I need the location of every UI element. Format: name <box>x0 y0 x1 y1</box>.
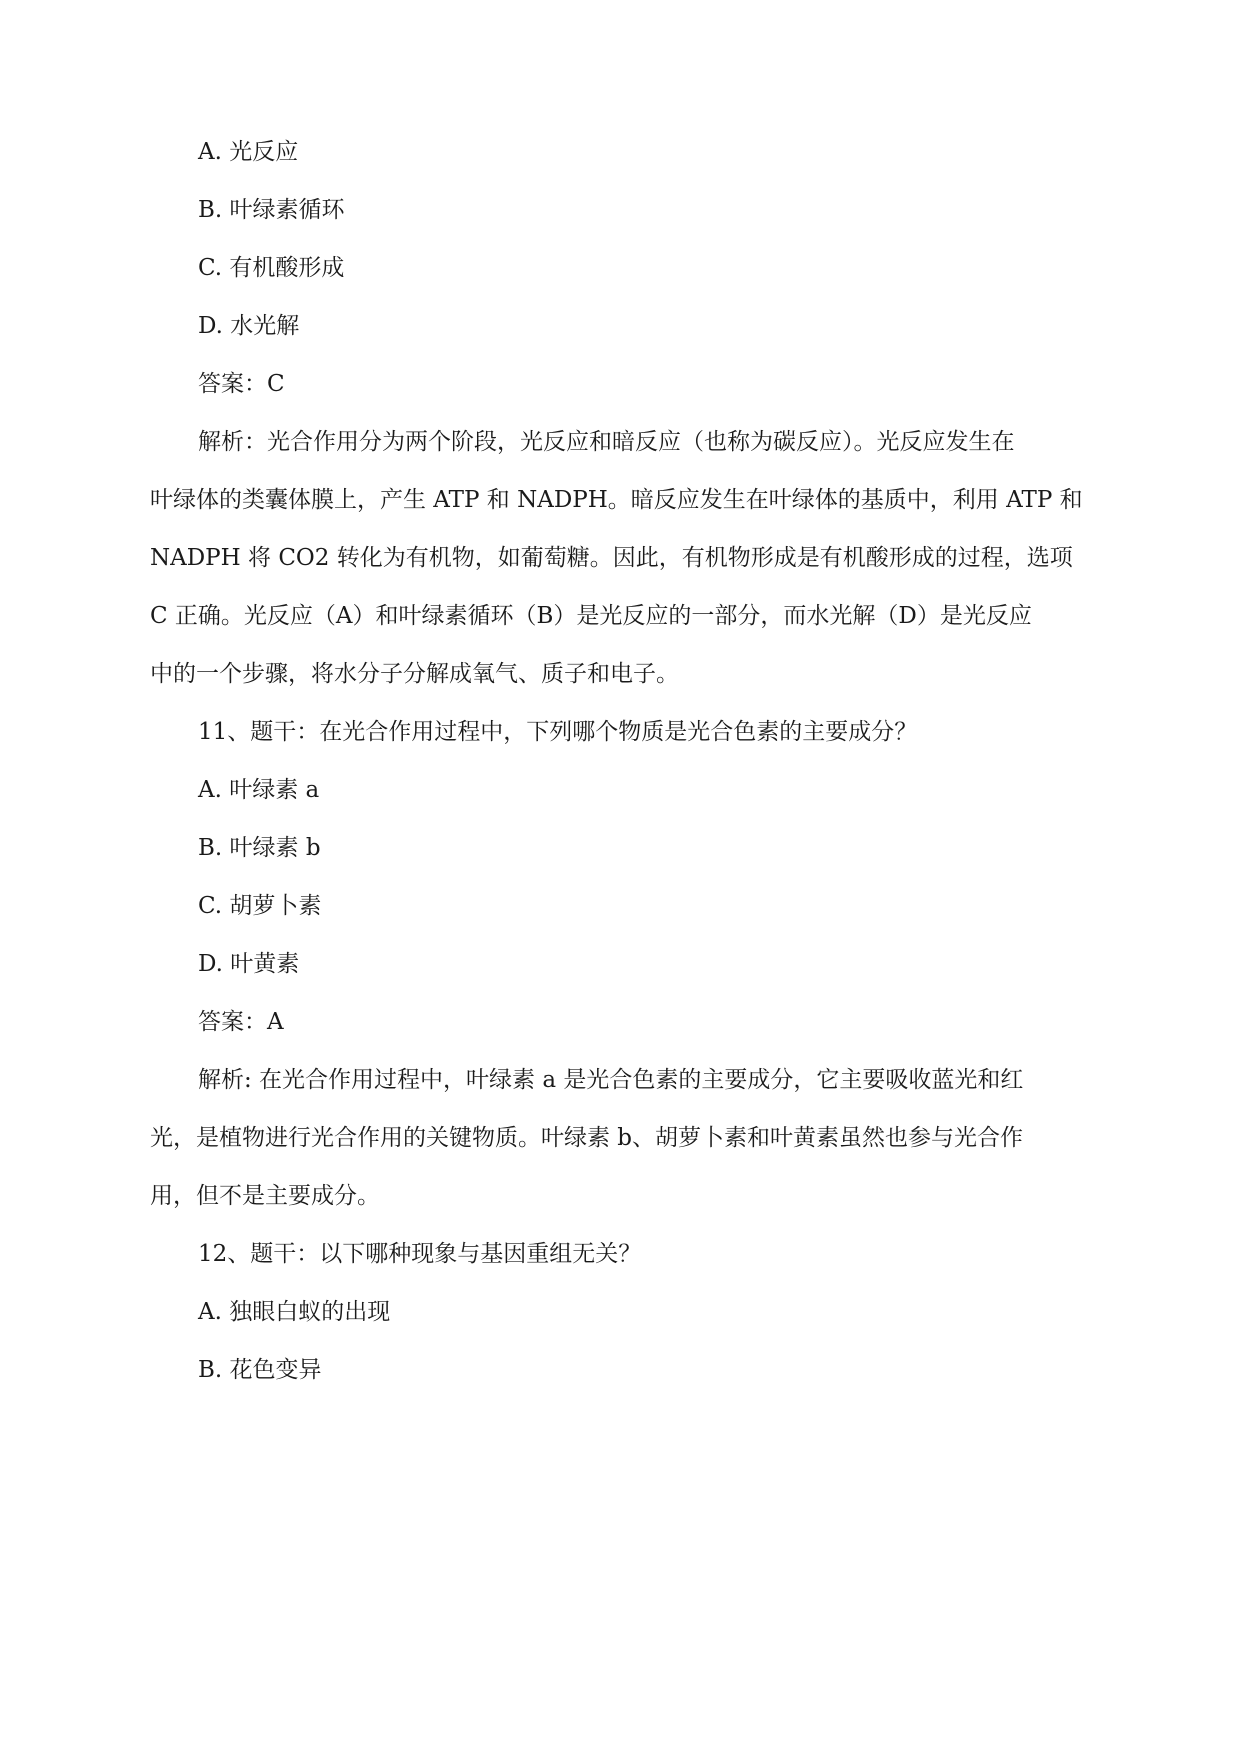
q11-stem: 11、题干：在光合作用过程中，下列哪个物质是光合色素的主要成分？ <box>198 719 918 745</box>
q10-explanation-line: C 正确。光反应（A）和叶绿素循环（B）是光反应的一部分，而水光解（D）是光反应 <box>150 603 1032 629</box>
q10-answer: 答案：C <box>198 371 285 397</box>
q10-explanation-line: 叶绿体的类囊体膜上，产生 ATP 和 NADPH。暗反应发生在叶绿体的基质中，利用 ATP 和 <box>150 487 1083 513</box>
q10-option-d: D. 水光解 <box>198 313 300 339</box>
q11-explanation-line: 光，是植物进行光合作用的关键物质。叶绿素 b、胡萝卜素和叶黄素虽然也参与光合作 <box>150 1125 1024 1151</box>
q10-explanation-line: NADPH 将 CO2 转化为有机物，如葡萄糖。因此，有机物形成是有机酸形成的过程，选项 <box>150 545 1073 571</box>
q11-explanation-line: 用，但不是主要成分。 <box>150 1183 380 1209</box>
q10-option-c: C. 有机酸形成 <box>198 255 345 281</box>
q12-option-b: B. 花色变异 <box>198 1357 322 1383</box>
q11-option-d: D. 叶黄素 <box>198 951 300 977</box>
q11-option-a: A. 叶绿素 a <box>198 777 320 803</box>
q10-explanation-line: 中的一个步骤，将水分子分解成氧气、质子和电子。 <box>150 661 679 687</box>
q10-option-b: B. 叶绿素循环 <box>198 197 345 223</box>
q12-option-a: A. 独眼白蚁的出现 <box>198 1299 391 1325</box>
q12-stem: 12、题干：以下哪种现象与基因重组无关？ <box>198 1241 642 1267</box>
q11-answer: 答案：A <box>198 1009 284 1035</box>
q10-option-a: A. 光反应 <box>198 139 299 165</box>
q11-explanation-line: 解析: 在光合作用过程中，叶绿素 a 是光合色素的主要成分，它主要吸收蓝光和红 <box>198 1067 1024 1093</box>
q11-option-b: B. 叶绿素 b <box>198 835 321 861</box>
q11-option-c: C. 胡萝卜素 <box>198 893 322 919</box>
q10-explanation-line: 解析：光合作用分为两个阶段，光反应和暗反应（也称为碳反应）。光反应发生在 <box>198 429 1015 455</box>
